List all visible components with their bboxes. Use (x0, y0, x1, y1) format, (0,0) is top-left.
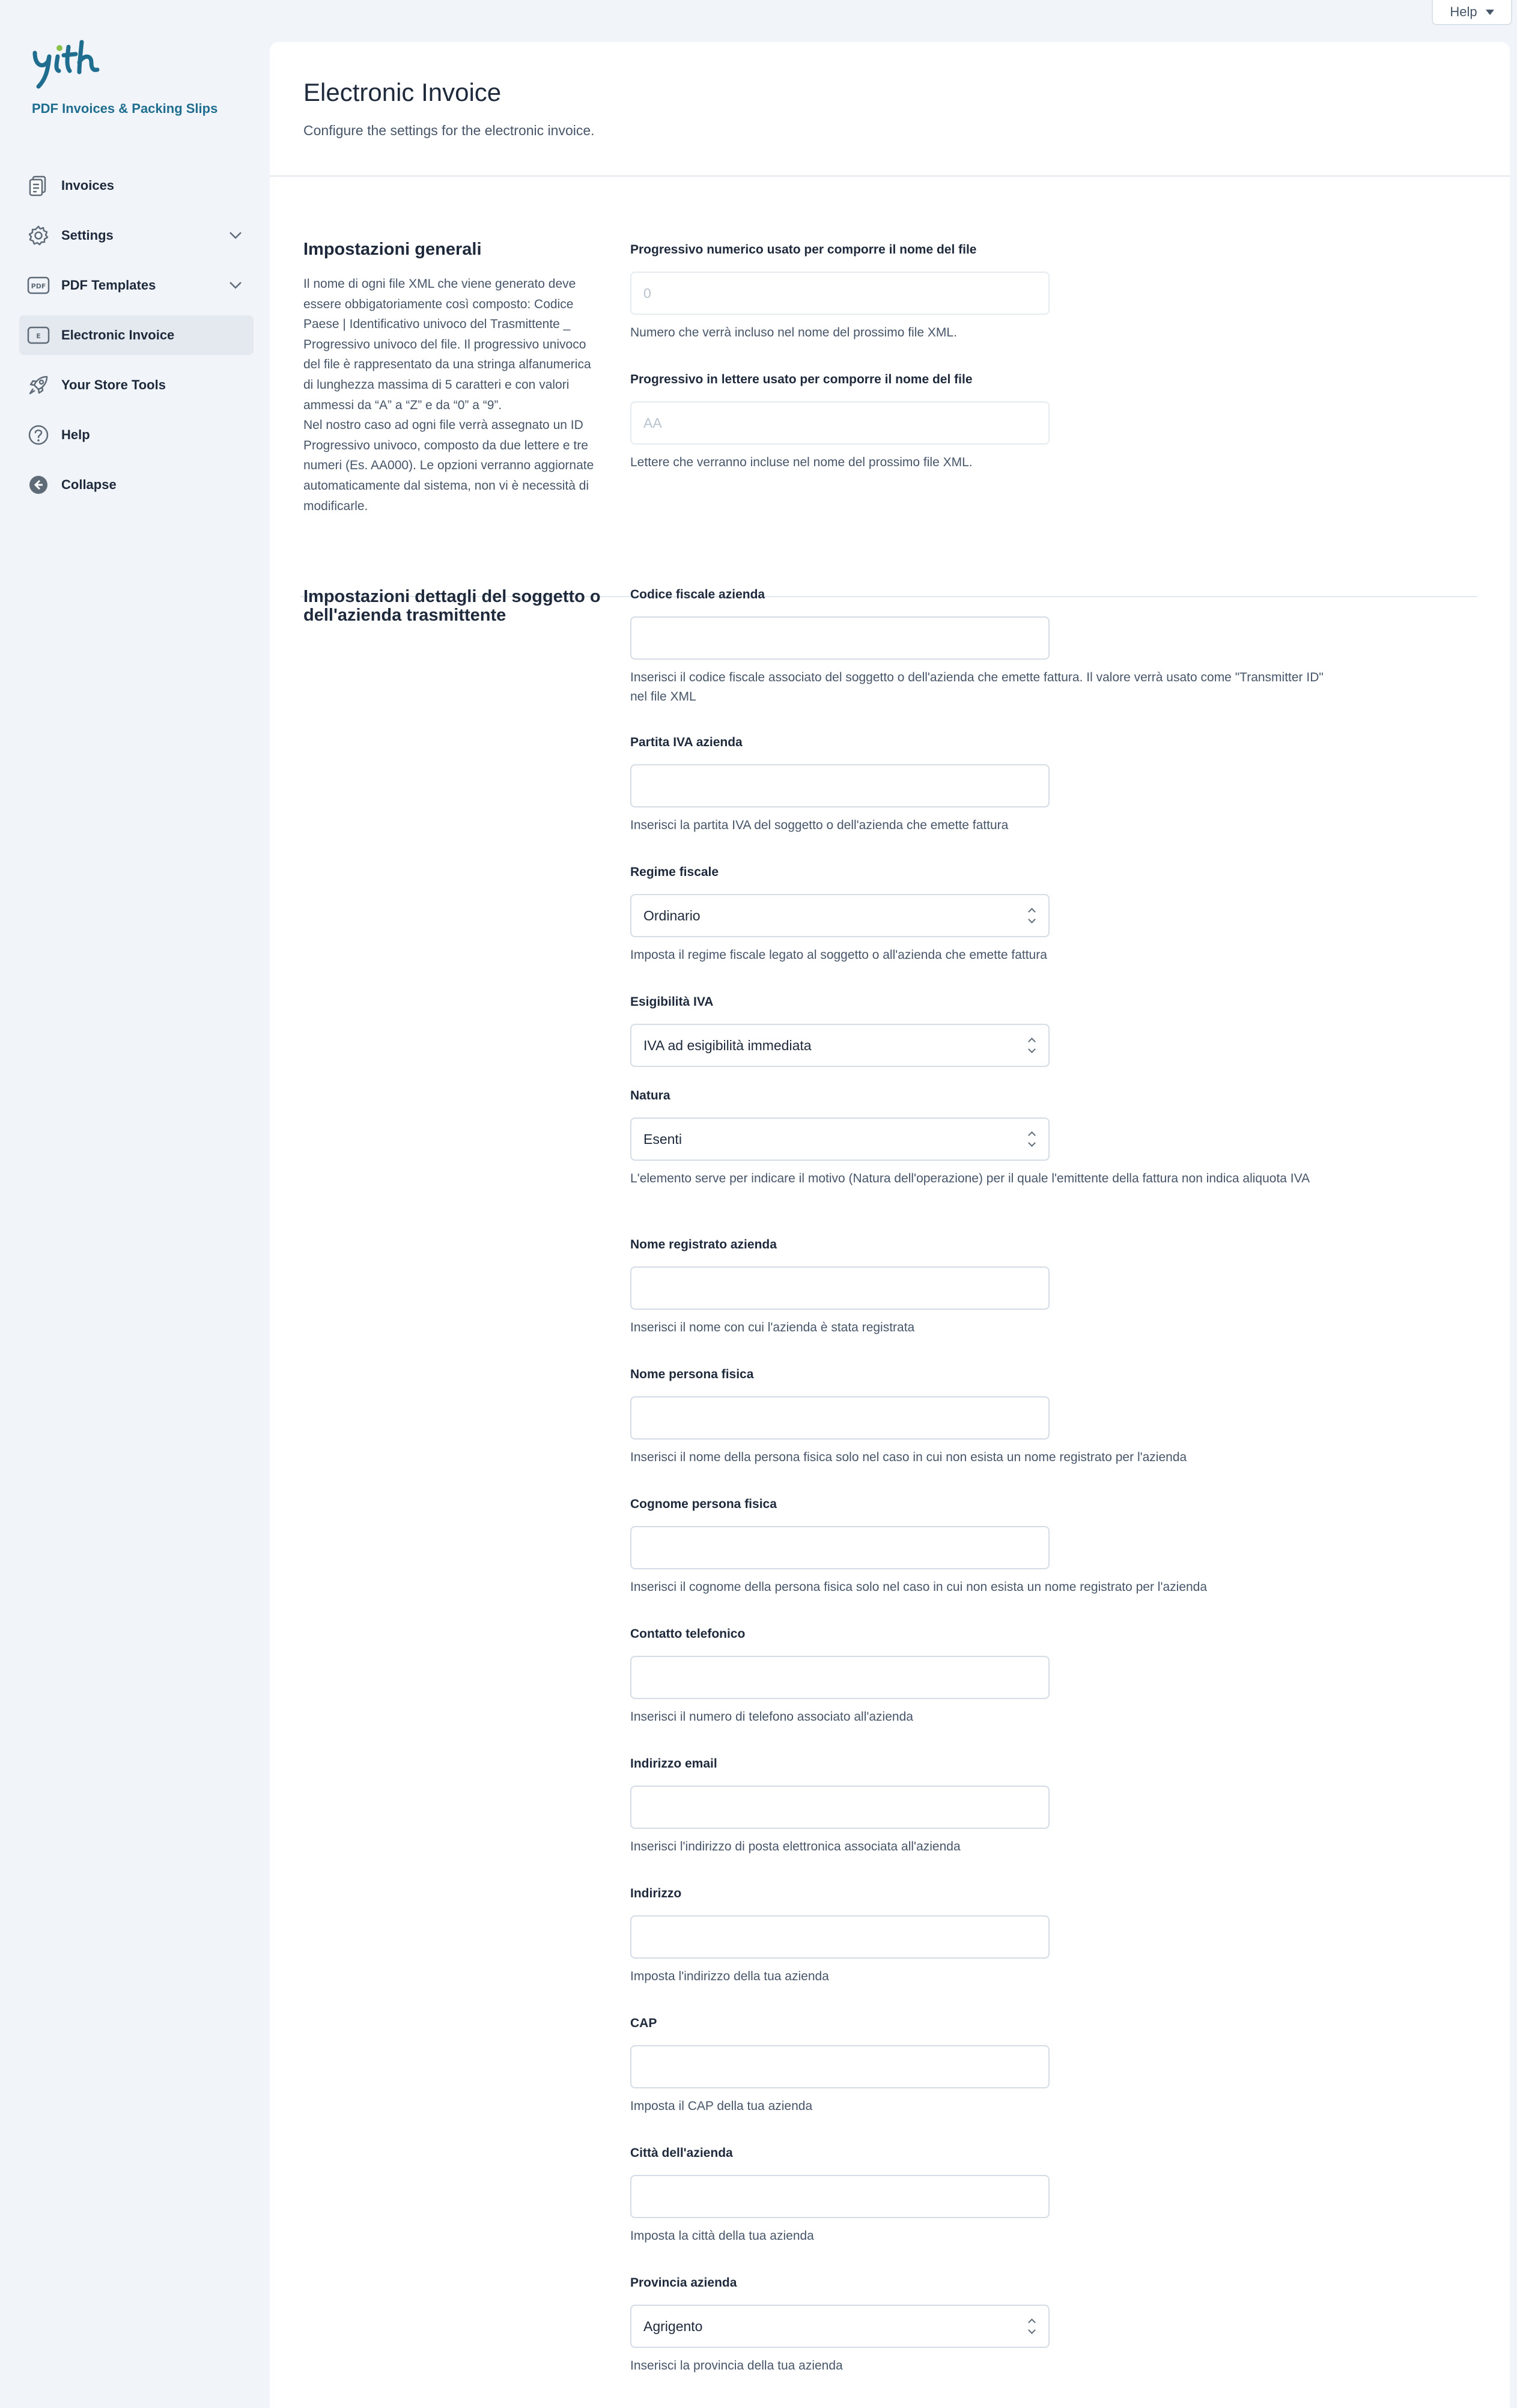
numeric-progressive-input[interactable] (630, 272, 1050, 315)
field-help: Numero che verrà incluso nel nome del prossimo file XML. (630, 326, 957, 339)
field-help: Inserisci il nome della persona fisica solo nel caso in cui non esista un nome registrato per l'azienda (630, 1450, 1187, 1464)
field-label: Codice fiscale azienda (630, 588, 765, 601)
field-esigibilita-iva (630, 995, 1351, 1067)
sidebar-item-label: Settings (61, 228, 114, 243)
select-arrows-icon (1027, 1130, 1036, 1148)
field-label: Esigibilità IVA (630, 995, 714, 1009)
cognome-persona-input[interactable] (630, 1526, 1050, 1569)
yith-logo (31, 40, 107, 90)
help-tab-label: Help (1450, 4, 1477, 19)
page-description: Configure the settings for the electronic invoice. (303, 123, 595, 138)
letter-progressive-input[interactable] (630, 401, 1050, 445)
sidebar-item-settings[interactable] (19, 216, 254, 255)
sidebar-item-electronic-invoice[interactable] (19, 315, 254, 355)
field-label: Partita IVA azienda (630, 735, 743, 749)
field-help: Imposta il CAP della tua azienda (630, 2099, 813, 2113)
field-help: Imposta la città della tua azienda (630, 2229, 814, 2243)
field-label: Progressivo numerico usato per comporre il nome del file (630, 243, 977, 257)
field-help: Lettere che verranno incluse nel nome del prossimo file XML. (630, 455, 973, 469)
partita-iva-input[interactable] (630, 764, 1050, 807)
natura-select[interactable] (630, 1117, 1050, 1161)
field-label: Nome registrato azienda (630, 1238, 777, 1251)
nome-registrato-input[interactable] (630, 1266, 1050, 1310)
field-label: Nome persona fisica (630, 1367, 754, 1381)
email-input[interactable] (630, 1786, 1050, 1829)
telefono-input[interactable] (630, 1656, 1050, 1699)
field-numeric-progressive (630, 243, 1351, 342)
citta-input[interactable] (630, 2175, 1050, 2218)
field-label: Contatto telefonico (630, 1627, 746, 1641)
field-help: Imposta l'indirizzo della tua azienda (630, 1969, 829, 1983)
field-regime-fiscale (630, 865, 1351, 965)
header-divider (270, 175, 1510, 177)
yith-logo-mark (31, 40, 107, 90)
field-label: Indirizzo email (630, 1757, 717, 1771)
chevron-down-icon[interactable] (223, 273, 248, 297)
field-help: Inserisci la partita IVA del soggetto o dell'azienda che emette fattura (630, 818, 1009, 832)
field-help: Inserisci il nome con cui l'azienda è stata registrata (630, 1321, 915, 1334)
field-label: Progressivo in lettere usato per comporre il nome del file (630, 372, 973, 386)
sidebar-item-label: Electronic Invoice (61, 327, 175, 342)
sidebar-item-pdf-templates[interactable] (19, 266, 254, 305)
sidebar-item-label: Collapse (61, 477, 117, 492)
input-placeholder: AA (643, 415, 662, 431)
select-arrows-icon (1027, 2317, 1036, 2335)
field-help: Inserisci il cognome della persona fisica solo nel caso in cui non esista un nome registrato per l'azienda (630, 1580, 1208, 1594)
field-citta (630, 2146, 1351, 2246)
input-placeholder: 0 (643, 285, 651, 301)
field-telefono (630, 1627, 1351, 1727)
pdf-icon (26, 273, 50, 297)
plugin-name: PDF Invoices & Packing Slips (32, 101, 218, 116)
sidebar-item-store-tools[interactable] (19, 365, 254, 405)
sidebar-item-label: PDF Templates (61, 278, 156, 293)
sidebar-nav (19, 166, 254, 515)
section-description: Il nome di ogni file XML che viene generato deve essere obbigatoriamente così composto: Codice Paese | Identificativo univoco del Trasmittente _ Progressivo univoco del file. Il progressivo univoco del file è rappresentato da una stringa alfanumerica di lunghezza massima di 5 caratteri e con valori ammessi da “A” a “Z” e da “0” a “9”. Nel nostro caso ad ogni file verrà assegnato un ID Progressivo univoco, composto da due lettere e tre numeri (Es. AA000). Le opzioni verranno aggiornate automaticamente dal sistema, non vi è necessità di modificarle. (303, 277, 594, 513)
settings-panel (270, 42, 1510, 2408)
collapse-icon (26, 473, 50, 497)
field-cognome-persona (630, 1497, 1351, 1597)
sidebar-item-help[interactable] (19, 415, 254, 455)
invoice-icon (26, 174, 50, 198)
field-help: L'elemento serve per indicare il motivo (Natura dell'operazione) per il quale l'emittente della fattura non indica aliquota IVA (630, 1172, 1310, 1185)
field-letter-progressive (630, 372, 1351, 472)
sidebar-item-invoices[interactable] (19, 166, 254, 205)
sidebar-item-label: Your Store Tools (61, 377, 166, 392)
select-value: Agrigento (643, 2318, 703, 2334)
esigibilita-iva-select[interactable] (630, 1024, 1050, 1067)
svg-text:E: E (36, 332, 41, 340)
section-title: Impostazioni generali (303, 240, 482, 259)
sidebar (0, 0, 268, 2408)
field-codice-fiscale (630, 588, 1351, 707)
select-value: Esenti (643, 1131, 682, 1147)
select-arrows-icon (1027, 907, 1036, 925)
regime-fiscale-select[interactable] (630, 894, 1050, 937)
codice-fiscale-input[interactable] (630, 616, 1050, 660)
field-natura (630, 1089, 1351, 1188)
chevron-down-icon[interactable] (223, 223, 248, 248)
help-tab-button[interactable] (1432, 0, 1512, 25)
field-label: CAP (630, 2016, 657, 2030)
indirizzo-input[interactable] (630, 1915, 1050, 1959)
field-help: Inserisci la provincia della tua azienda (630, 2359, 843, 2373)
field-label: Cognome persona fisica (630, 1497, 777, 1511)
field-label: Indirizzo (630, 1887, 682, 1900)
field-help: Imposta il regime fiscale legato al soggetto o all'azienda che emette fattura (630, 948, 1047, 962)
caret-down-icon (1486, 10, 1494, 15)
question-icon (26, 423, 50, 447)
field-cap (630, 2016, 1351, 2116)
rocket-icon (26, 373, 50, 397)
page-title: Electronic Invoice (303, 78, 502, 106)
select-value: IVA ad esigibilità immediata (643, 1037, 812, 1053)
field-indirizzo (630, 1887, 1351, 1986)
field-nome-persona (630, 1367, 1351, 1467)
svg-text:PDF: PDF (31, 282, 46, 290)
e-invoice-icon (26, 323, 50, 347)
field-nome-registrato (630, 1238, 1351, 1337)
cap-input[interactable] (630, 2045, 1050, 2088)
field-help: Inserisci il codice fiscale associato del soggetto o dell'azienda che emette fattura. Il valore verrà usato come "Transmitter ID" nel file XML (630, 670, 1324, 704)
field-label: Città dell'azienda (630, 2146, 733, 2160)
gear-icon (26, 223, 50, 248)
sidebar-item-label: Help (61, 427, 90, 442)
nome-persona-input[interactable] (630, 1396, 1050, 1440)
select-value: Ordinario (643, 907, 701, 923)
field-label: Natura (630, 1089, 670, 1102)
field-email (630, 1757, 1351, 1856)
field-provincia (630, 2276, 1351, 2376)
select-arrows-icon (1027, 1036, 1036, 1054)
sidebar-item-collapse[interactable] (19, 465, 254, 505)
field-label: Provincia azienda (630, 2276, 737, 2290)
section-title: Impostazioni dettagli del soggetto o dell'azienda trasmittente (303, 587, 601, 625)
field-partita-iva (630, 735, 1351, 835)
provincia-select[interactable] (630, 2305, 1050, 2348)
sidebar-item-label: Invoices (61, 178, 115, 193)
field-help: Inserisci l'indirizzo di posta elettronica associata all'azienda (630, 1840, 961, 1853)
field-help: Inserisci il numero di telefono associato all'azienda (630, 1710, 913, 1724)
field-label: Regime fiscale (630, 865, 719, 879)
